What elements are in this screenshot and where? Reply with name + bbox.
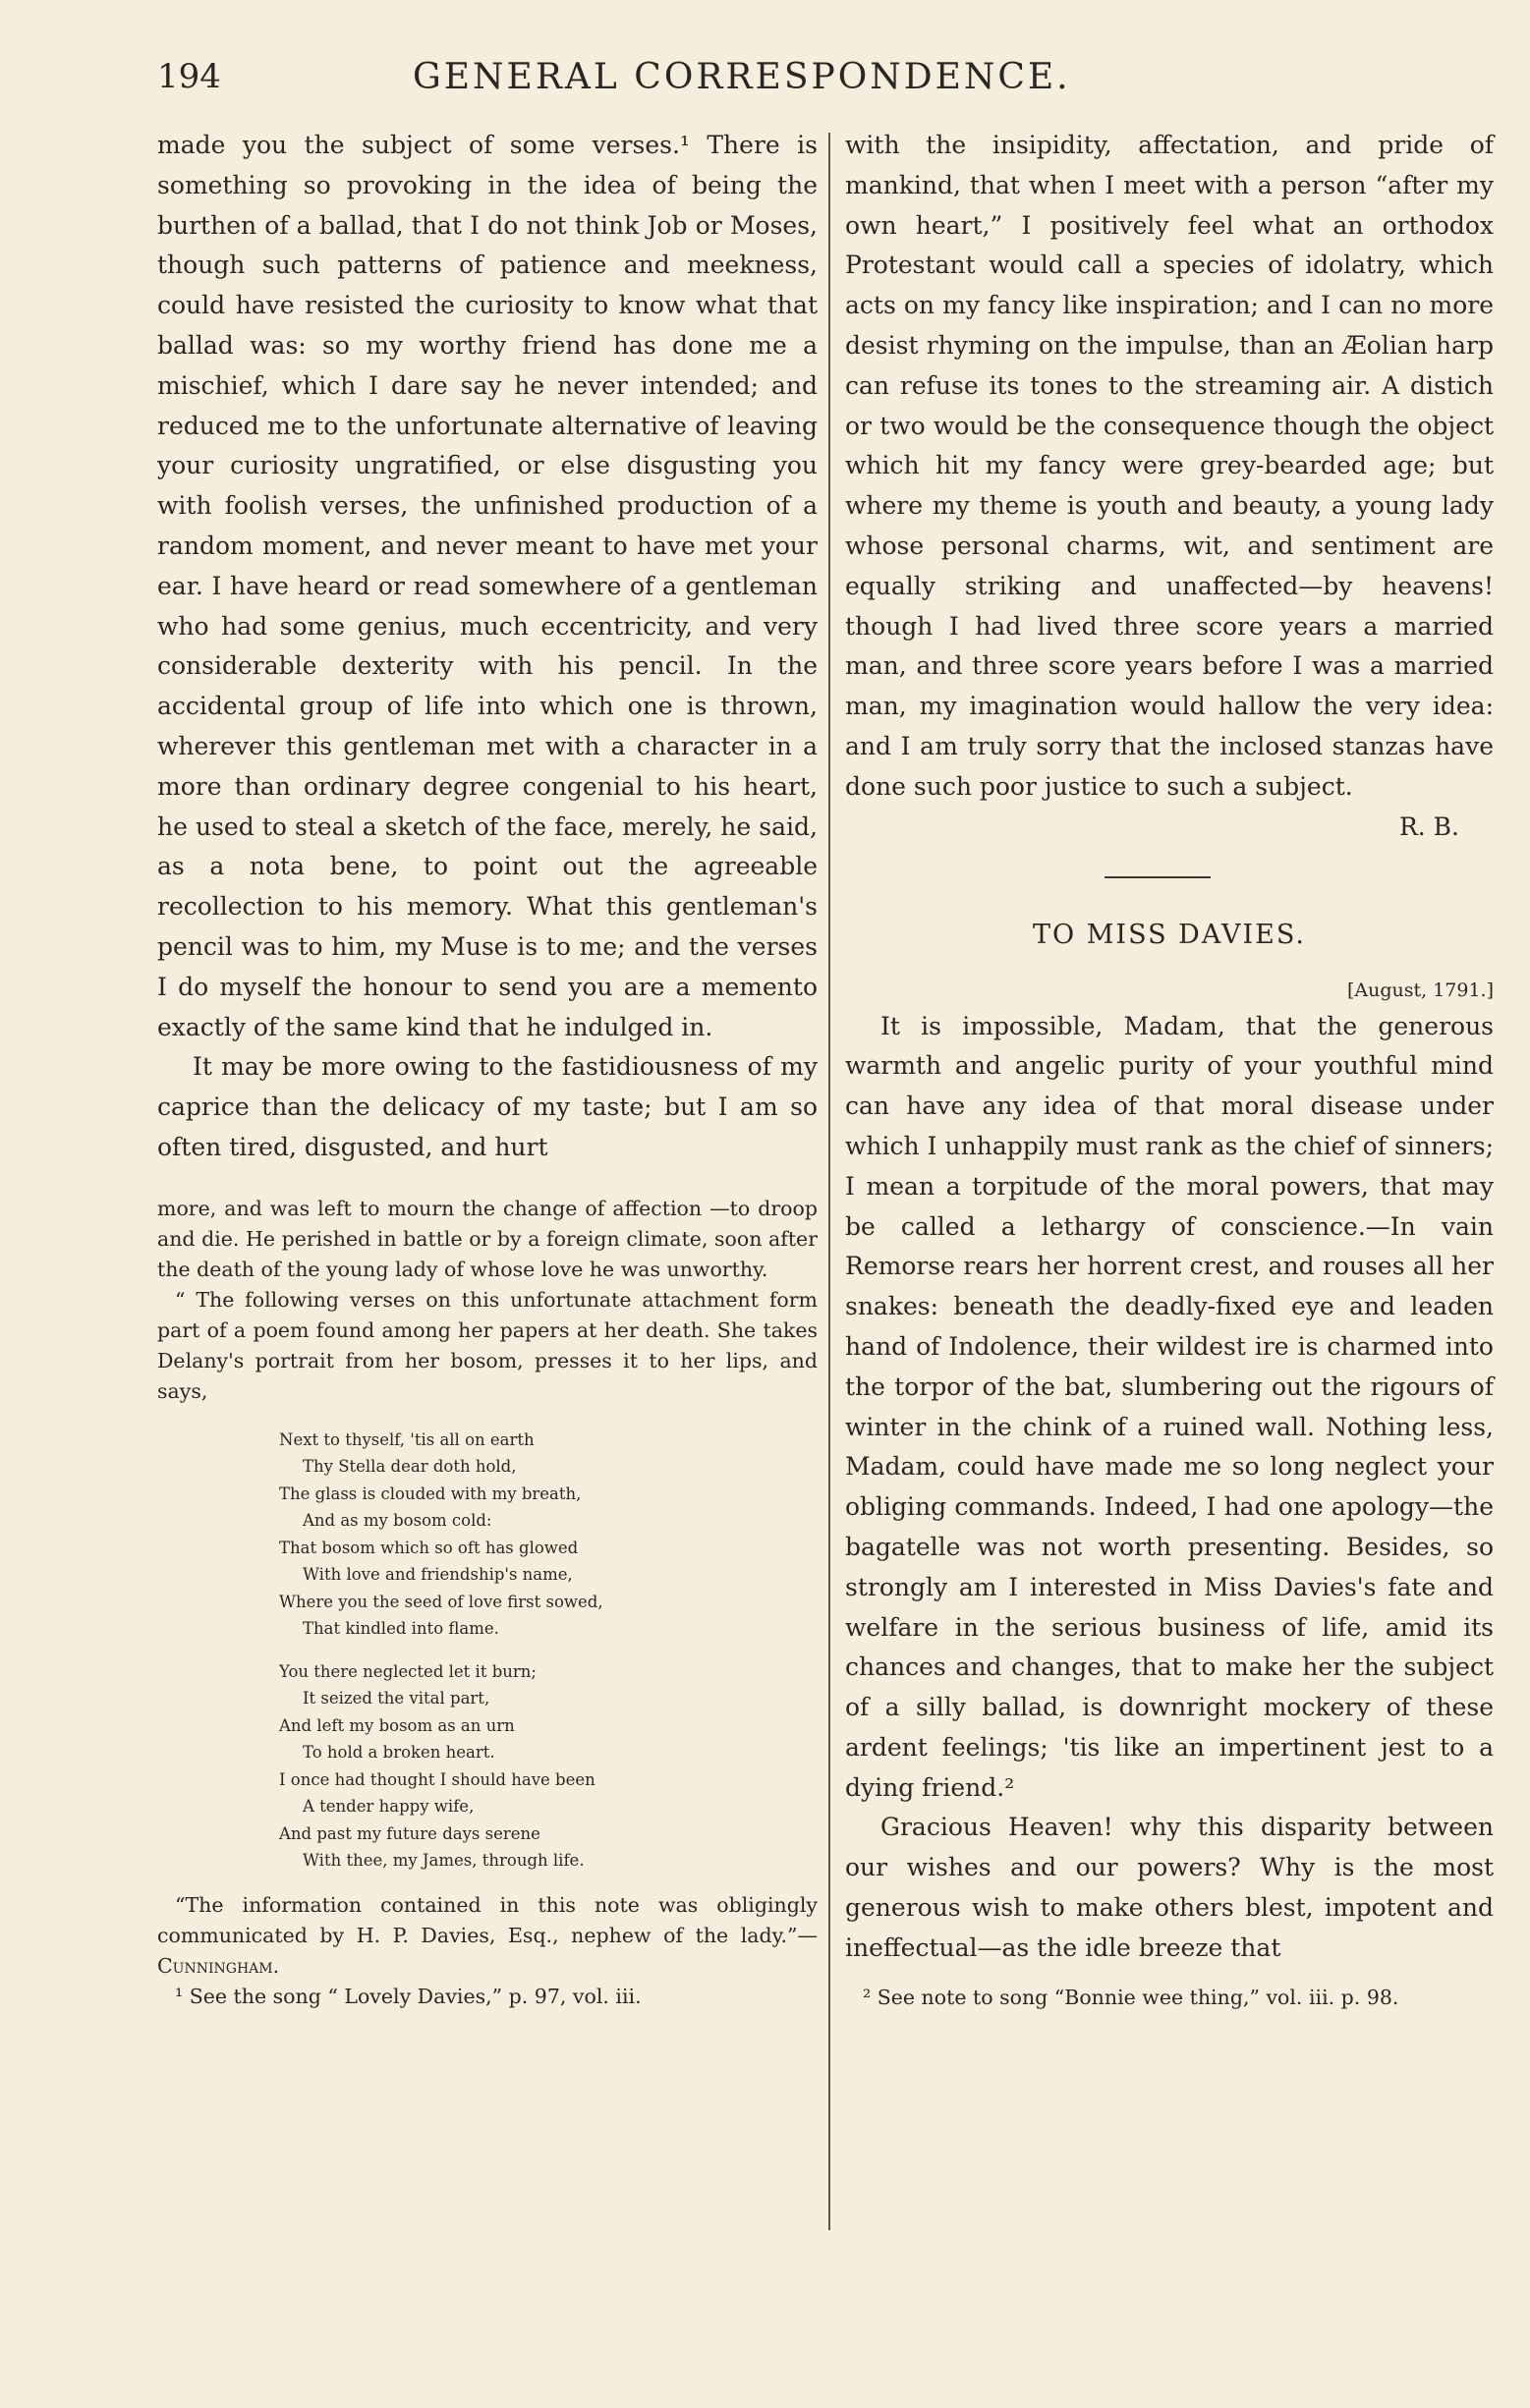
signature: R. B. — [1398, 812, 1459, 841]
left-column — [157, 126, 818, 2012]
right-paragraph-2: It is impossible, Madam, that the generous warmth and angelic purity of your youthful mind can have any idea of that moral disease under which I unhappily must rank as the chief of sinners; I mean a torpitude of the moral powers, that may be called a lethargy of conscience.—In vain Remorse rears her horrent crest, and rouses all her snakes: beneath the deadly-fixed eye and leaden hand of Indolence, their wildest ire is charmed into the torpor of the bat, slumbering out the rigours of winter in the chink of a ruined wall. Nothing less, Madam, could have made me so long neglect your obliging commands. Indeed, I had one apology—the bagatelle was not worth presenting. Besides, so strongly am I interested in Miss Davies's fate and welfare in the serious business of life, amid its chances and changes, that to make her the subject of a silly ballad, is downright mockery of these ardent feelings; 'tis like an impertinent jest to a dying friend.² — [845, 1011, 1494, 1802]
section-rule — [1105, 876, 1211, 878]
note-source-text: “The information contained in this note was obligingly communicated by H. P. Davies, Esq., nephew of the lady.”— — [157, 1892, 818, 1947]
poem-line: Where you the seed of love first sowed, — [279, 1592, 603, 1611]
poem-line: With thee, my James, through life. — [303, 1851, 585, 1871]
letter-date: [August, 1791.] — [1346, 979, 1494, 1001]
poem-line: I once had thought I should have been — [279, 1769, 595, 1789]
letter-title: TO MISS DAVIES. — [1033, 919, 1306, 950]
poem-line: That bosom which so oft has glowed — [279, 1538, 579, 1557]
footnote-1: ¹ See the song “ Lovely Davies,” p. 97, vol. iii. — [175, 1984, 642, 2008]
right-paragraph-1: with the insipidity, affectation, and pride of mankind, that when I meet with a person “after my own heart,” I positively feel what an orthodox Protestant would call a species of idolatry, which acts on my fancy like inspiration; and I can no more desist rhyming on the impulse, than an Æolian harp can refuse its tones to the streaming air. A distich or two would be the consequence though the object which hit my fancy were grey-bearded age; but where my theme is youth and beauty, a young lady whose personal charms, wit, and sentiment are equally striking and unaffected—by heavens! though I had lived three score years a married man, and three score years before I was a married man, my imagination would hallow the very idea: and I am truly sorry that the inclosed stanzas have done such poor justice to such a subject. — [845, 131, 1494, 801]
note-verses-intro: “ The following verses on this unfortunate attachment form part of a poem found among her papers at her death. She takes Delany's portrait from her bosom, presses it to her lips, and says, — [157, 1287, 818, 1403]
poem-line: Thy Stella dear doth hold, — [303, 1457, 517, 1477]
poem-line: It seized the vital part, — [303, 1689, 490, 1708]
poem-stanza-2 — [279, 1658, 818, 1875]
right-column — [845, 126, 1494, 2013]
note-continuation: more, and was left to mourn the change of affection —to droop and die. He perished in battle or by a foreign climate, soon after the death of the young lady of whose love he was unworthy. — [157, 1196, 818, 1281]
poem — [279, 1427, 818, 1875]
poem-line: You there neglected let it burn; — [279, 1661, 537, 1681]
left-paragraph-1: made you the subject of some verses.¹ There is something so provoking in the idea of being the burthen of a ballad, that I do not think Job or Moses, though such patterns of patience and meekness, could have resisted the curiosity to know what that ballad was: so my worthy friend has done me a mischief, which I dare say he never intended; and reduced me to the unfortunate alternative of leaving your curiosity ungratified, or else disgusting you with foolish verses, the unfinished production of a random moment, and never meant to have met your ear. I have heard or read somewhere of a gentleman who had some genius, much eccentricity, and very considerable dexterity with his pencil. In the accidental group of life into which one is thrown, wherever this gentleman met with a character in a more than ordinary degree congenial to his heart, he used to steal a sketch of the face, merely, he said, as a nota bene, to point out the agreeable recollection to his memory. What this gentleman's pencil was to him, my Muse is to me; and the verses I do myself the honour to send you are a memento exactly of the same kind that he indulged in. — [157, 131, 818, 1041]
footnote-2: ² See note to song “Bonnie wee thing,” vol. iii. p. 98. — [863, 1985, 1399, 2009]
poem-line: That kindled into flame. — [303, 1619, 499, 1639]
poem-line: And past my future days serene — [279, 1823, 540, 1843]
column-divider — [828, 133, 830, 2230]
poem-line: And left my bosom as an urn — [279, 1715, 515, 1735]
poem-line: And as my bosom cold: — [303, 1511, 492, 1531]
poem-line: To hold a broken heart. — [303, 1743, 495, 1763]
note-source — [157, 1890, 818, 1982]
left-paragraph-2: It may be more owing to the fastidiousness of my caprice than the delicacy of my taste; but I am so often tired, disgusted, and hurt — [157, 1052, 818, 1161]
poem-line: With love and friendship's name, — [303, 1565, 573, 1585]
page-number: 194 — [157, 57, 221, 96]
note-source-attribution: Cunningham. — [157, 1953, 280, 1978]
poem-stanza-1 — [279, 1427, 818, 1643]
poem-line: Next to thyself, 'tis all on earth — [279, 1429, 535, 1449]
poem-line: A tender happy wife, — [303, 1797, 475, 1817]
right-paragraph-3: Gracious Heaven! why this disparity between our wishes and our powers? Why is the most generous wish to make others blest, impotent and ineffectual—as the idle breeze that — [845, 1813, 1494, 1962]
page-header — [157, 57, 1405, 116]
running-head: GENERAL CORRESPONDENCE. — [413, 57, 1071, 97]
poem-line: The glass is clouded with my breath, — [279, 1484, 582, 1503]
